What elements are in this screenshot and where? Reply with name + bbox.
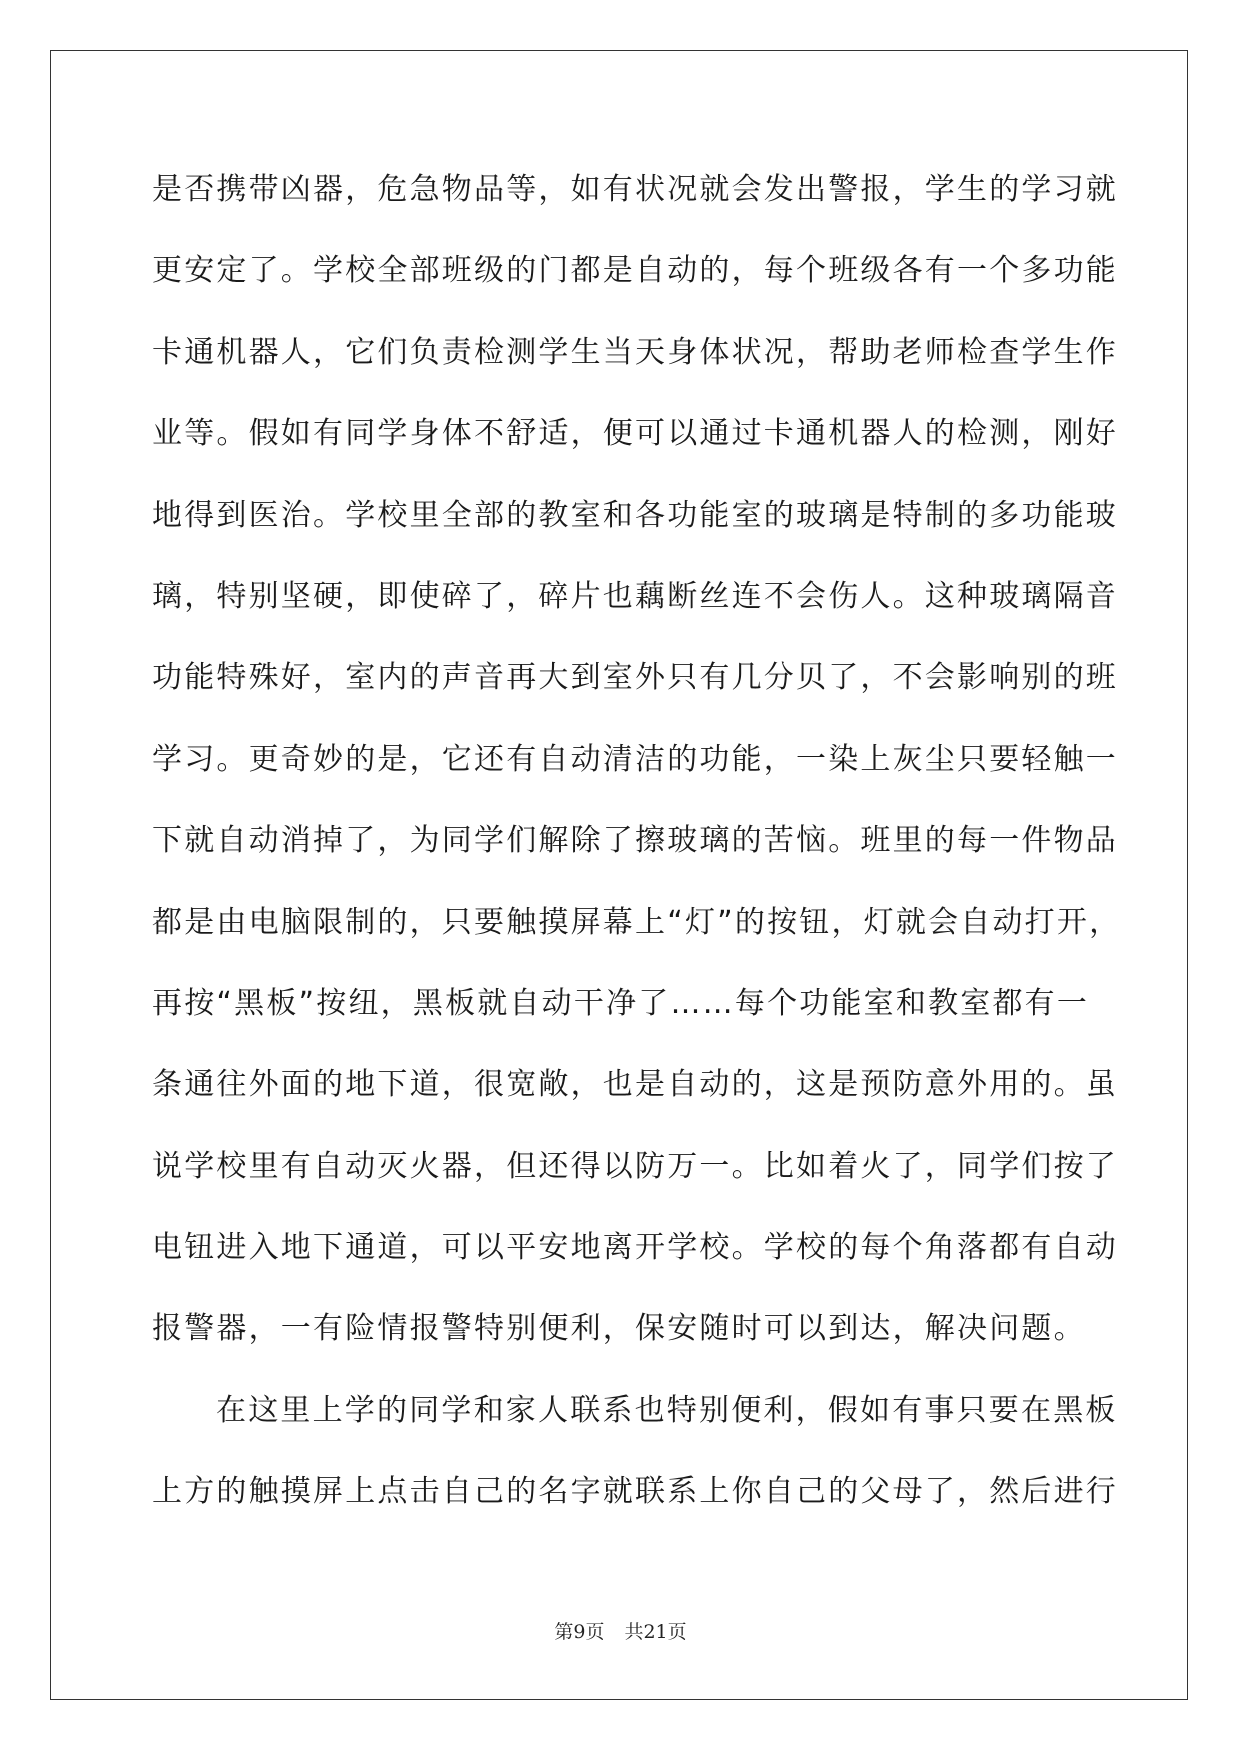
text-line: 说学校里有自动灭火器，但还得以防万一。比如着火了，同学们按了 <box>152 1148 1118 1184</box>
text-line: 更安定了。学校全部班级的门都是自动的，每个班级各有一个多功能 <box>152 253 1118 289</box>
text-line: 学习。更奇妙的是，它还有自动清洁的功能，一染上灰尘只要轻触一 <box>152 741 1118 777</box>
paragraph-2 <box>152 1377 1118 1540</box>
page-total: 共21页 <box>624 1621 687 1643</box>
text-line: 上方的触摸屏上点击自己的名字就联系上你自己的父母了，然后进行 <box>152 1474 1118 1510</box>
text-line: 在这里上学的同学和家人联系也特别便利，假如有事只要在黑板 <box>216 1392 1118 1428</box>
text-line: 都是由电脑限制的，只要触摸屏幕上“灯”的按钮，灯就会自动打开， <box>152 904 1122 940</box>
page-footer <box>0 1617 1241 1644</box>
document-body <box>152 156 1122 1540</box>
text-line: 卡通机器人，它们负责检测学生当天身体状况，帮助老师检查学生作 <box>152 334 1118 370</box>
text-line: 电钮进入地下通道，可以平安地离开学校。学校的每个角落都有自动 <box>152 1230 1118 1266</box>
text-line: 地得到医治。学校里全部的教室和各功能室的玻璃是特制的多功能玻 <box>152 497 1118 533</box>
text-line: 业等。假如有同学身体不舒适，便可以通过卡通机器人的检测，刚好 <box>152 416 1118 452</box>
text-line: 下就自动消掉了，为同学们解除了擦玻璃的苦恼。班里的每一件物品 <box>152 823 1118 859</box>
text-line: 璃，特别坚硬，即使碎了，碎片也藕断丝连不会伤人。这种玻璃隔音 <box>152 578 1118 614</box>
text-line: 条通往外面的地下道，很宽敞，也是自动的，这是预防意外用的。虽 <box>152 1067 1118 1103</box>
text-line: 功能特殊好，室内的声音再大到室外只有几分贝了，不会影响别的班 <box>152 660 1118 696</box>
paragraph-1 <box>152 156 1122 1377</box>
text-line: 是否携带凶器，危急物品等，如有状况就会发出警报，学生的学习就 <box>152 172 1118 207</box>
text-line: 报警器，一有险情报警特别便利，保安随时可以到达，解决问题。 <box>152 1311 1086 1347</box>
page-number: 第9页 <box>554 1621 605 1643</box>
text-line: 再按“黑板”按纽，黑板就自动干净了……每个功能室和教室都有一 <box>152 985 1090 1021</box>
